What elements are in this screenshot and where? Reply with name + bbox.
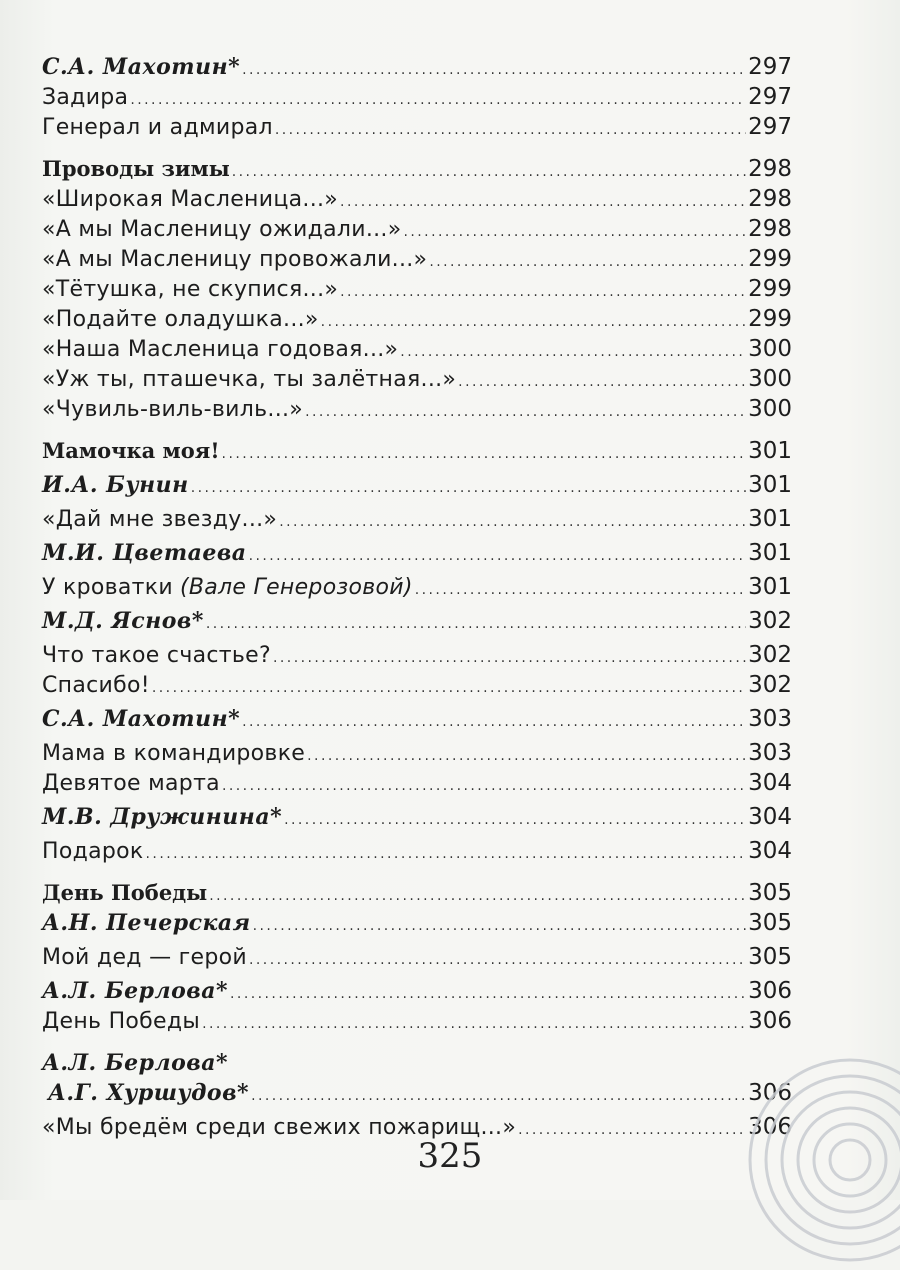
toc-dot-leader [249, 541, 747, 571]
toc-page-number: 297 [748, 114, 792, 140]
toc-work-row [42, 942, 792, 972]
toc-page-number: 301 [748, 472, 792, 498]
toc-author-row [42, 1078, 792, 1108]
toc-page-number: 305 [748, 880, 792, 906]
toc-work-row [42, 394, 792, 424]
toc-work-row [42, 738, 792, 768]
toc-entry-title: «Наша Масленица годовая...» [42, 337, 399, 362]
toc-dot-leader [307, 741, 746, 771]
toc-dot-leader [340, 187, 746, 217]
toc-page-number: 306 [748, 978, 792, 1004]
toc-work-row [42, 244, 792, 274]
toc-section-row [42, 154, 792, 184]
toc-entry-title: «А мы Масленицу провожали...» [42, 247, 428, 272]
toc-page-number: 302 [748, 642, 792, 668]
toc-entry-title: «Широкая Масленица...» [42, 187, 339, 212]
toc-page-number: 304 [748, 770, 792, 796]
toc-author-row [42, 538, 792, 568]
toc-work-row [42, 184, 792, 214]
toc-page-number: 305 [748, 944, 792, 970]
toc-dot-leader [403, 217, 746, 247]
toc-dot-leader [321, 307, 746, 337]
table-of-contents [42, 52, 792, 1142]
toc-page-number: 304 [748, 804, 792, 830]
toc-entry-title: С.А. Махотин* [42, 706, 241, 732]
toc-entry-title: А.Л. Берлова* [42, 1050, 229, 1076]
page-number: 325 [417, 1136, 483, 1176]
toc-page-number: 303 [748, 706, 792, 732]
toc-dot-leader [251, 1081, 746, 1111]
toc-entry-title: Мама в командировке [42, 741, 306, 766]
toc-dot-leader [275, 115, 746, 145]
toc-page-number: 297 [748, 54, 792, 80]
toc-page-number: 305 [748, 910, 792, 936]
toc-work-row [42, 274, 792, 304]
toc-dot-leader [209, 881, 746, 911]
toc-entry-title: Подарок [42, 839, 144, 864]
toc-author-row [42, 704, 792, 734]
toc-page-number: 299 [748, 306, 792, 332]
toc-dot-leader [242, 707, 746, 737]
decorative-swirl-icon [740, 1050, 900, 1270]
toc-dot-leader [284, 805, 746, 835]
toc-page-number: 303 [748, 740, 792, 766]
toc-work-row [42, 670, 792, 700]
toc-entry-title: Что такое счастье? [42, 643, 271, 668]
toc-page-number: 300 [748, 396, 792, 422]
toc-page-number: 304 [748, 838, 792, 864]
toc-dot-leader [146, 839, 747, 869]
toc-author-row [42, 470, 792, 500]
toc-dot-leader [305, 397, 746, 427]
toc-entry-title: М.В. Дружинина* [42, 804, 283, 830]
toc-entry-title: «Чувиль-виль-виль...» [42, 397, 304, 422]
toc-author-row [42, 606, 792, 636]
toc-work-row [42, 334, 792, 364]
toc-page-number: 300 [748, 336, 792, 362]
toc-work-row [42, 836, 792, 866]
toc-page-number: 301 [748, 438, 792, 464]
toc-dot-leader [191, 473, 746, 503]
toc-dot-leader [340, 277, 746, 307]
toc-entry-title: «Дай мне звезду...» [42, 507, 278, 532]
toc-entry-title: «Тётушка, не скупися...» [42, 277, 339, 302]
toc-dot-leader [230, 979, 746, 1009]
toc-work-row [42, 214, 792, 244]
toc-entry-title: «А мы Масленицу ожидали...» [42, 217, 402, 242]
toc-entry-title: А.Л. Берлова* [42, 978, 229, 1004]
toc-page-number: 300 [748, 366, 792, 392]
toc-work-row [42, 82, 792, 112]
toc-entry-title: М.Д. Яснов* [42, 608, 204, 634]
toc-page-number: 302 [748, 672, 792, 698]
toc-dot-leader [152, 673, 746, 703]
toc-entry-title: Мамочка моя! [42, 438, 220, 463]
toc-dot-leader [273, 643, 746, 673]
toc-dot-leader [242, 55, 746, 85]
toc-author-row [42, 1048, 792, 1078]
toc-page-number: 298 [748, 186, 792, 212]
toc-dot-leader [279, 507, 746, 537]
toc-page-number: 298 [748, 216, 792, 242]
toc-work-row [42, 504, 792, 534]
toc-entry-title: Мой дед — герой [42, 945, 247, 970]
toc-dot-leader [222, 771, 746, 801]
toc-page-number: 306 [748, 1008, 792, 1034]
toc-page-number: 306 [748, 1114, 792, 1140]
toc-entry-title: День Победы [42, 880, 208, 905]
toc-page-number: 306 [748, 1080, 792, 1106]
toc-author-row [42, 52, 792, 82]
toc-dot-leader [130, 85, 746, 115]
toc-work-row [42, 572, 792, 602]
toc-dot-leader [415, 575, 746, 605]
toc-page-number: 301 [748, 574, 792, 600]
toc-entry-title: И.А. Бунин [42, 472, 189, 498]
toc-work-row [42, 304, 792, 334]
toc-page-number: 301 [748, 540, 792, 566]
toc-dot-leader [400, 337, 746, 367]
toc-entry-title: День Победы [42, 1009, 201, 1034]
toc-page-number: 297 [748, 84, 792, 110]
toc-dot-leader [222, 439, 747, 469]
toc-dot-leader [249, 945, 746, 975]
toc-entry-title: М.И. Цветаева [42, 540, 247, 566]
toc-author-row [42, 976, 792, 1006]
toc-work-row [42, 768, 792, 798]
toc-page-number: 298 [748, 156, 792, 182]
toc-entry-title: А.Н. Печерская [42, 910, 251, 936]
toc-page-number: 301 [748, 506, 792, 532]
toc-dot-leader [206, 609, 746, 639]
toc-page-number: 302 [748, 608, 792, 634]
toc-author-row [42, 908, 792, 938]
toc-page-number: 299 [748, 246, 792, 272]
toc-work-row [42, 364, 792, 394]
toc-section-row [42, 878, 792, 908]
toc-entry-title: Спасибо! [42, 673, 150, 698]
toc-entry-title: «Мы бредём среди свежих пожарищ...» [42, 1115, 517, 1140]
toc-entry-title: С.А. Махотин* [42, 54, 241, 80]
toc-section-row [42, 436, 792, 466]
toc-entry-title: Генерал и адмирал [42, 115, 273, 140]
toc-dot-leader [429, 247, 746, 277]
toc-entry-title: А.Г. Хуршудов* [48, 1080, 250, 1106]
toc-entry-subtitle: (Вале Генерозовой) [179, 575, 413, 600]
toc-page-number: 299 [748, 276, 792, 302]
toc-entry-title: Девятое марта [42, 771, 220, 796]
toc-entry-title: «Подайте оладушка...» [42, 307, 319, 332]
toc-entry-title: Задира [42, 85, 129, 110]
toc-entry-title: Проводы зимы [42, 156, 230, 181]
toc-entry-title: У кроватки [42, 575, 173, 600]
toc-entry-title: «Уж ты, пташечка, ты залётная...» [42, 367, 457, 392]
toc-work-row [42, 640, 792, 670]
toc-dot-leader [232, 157, 746, 187]
toc-work-row [42, 1006, 792, 1036]
toc-author-row [42, 802, 792, 832]
toc-dot-leader [458, 367, 746, 397]
toc-dot-leader [202, 1009, 746, 1039]
toc-dot-leader [253, 911, 746, 941]
toc-work-row [42, 112, 792, 142]
